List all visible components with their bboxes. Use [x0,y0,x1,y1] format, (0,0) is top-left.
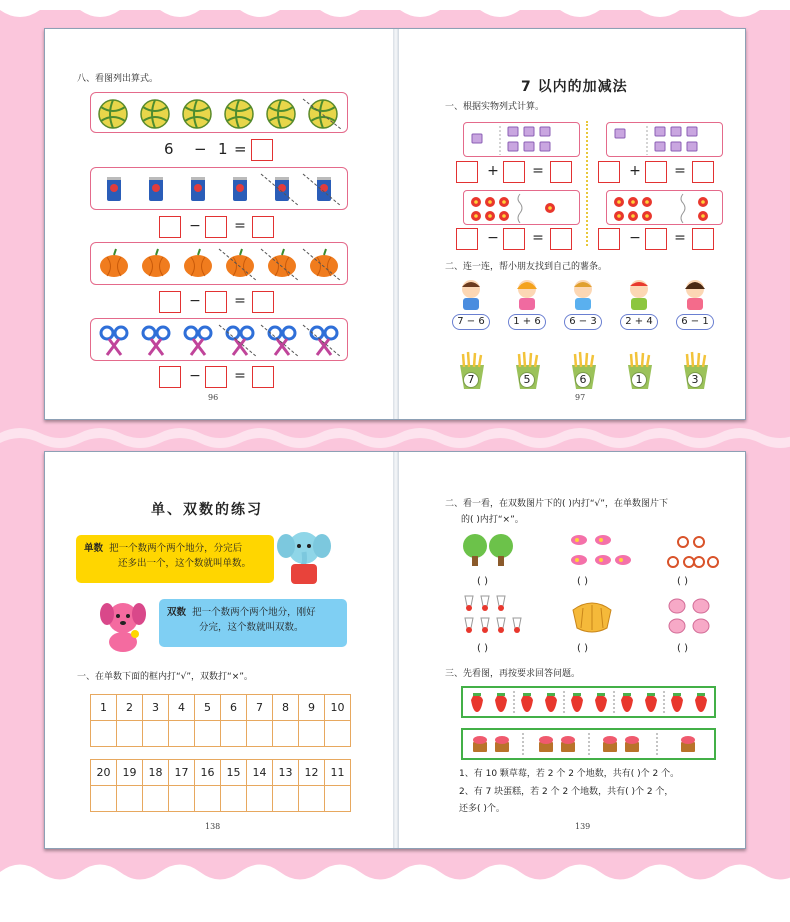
answer-box[interactable] [598,228,620,250]
answer-cell[interactable] [299,721,325,747]
number-cell: 11 [325,760,351,786]
answer-cell[interactable] [195,786,221,812]
question-1: 1、有 10 颗草莓，若 2 个 2 个地数，共有( )个 2 个。 [459,769,680,779]
answer-box[interactable] [159,366,181,388]
answer-cell[interactable] [143,721,169,747]
drink-can-icon [107,177,121,201]
answer-box[interactable] [645,161,667,183]
equation-1-a: 6 [164,140,174,158]
minus-sign: − [189,293,201,309]
number-cell: 17 [169,760,195,786]
bottom-book-spread [44,451,746,849]
scissors-icon [101,327,127,355]
answer-cell[interactable] [273,786,299,812]
top-book-spread [44,28,746,420]
number-cell: 2 [117,695,143,721]
answer-box[interactable] [252,366,274,388]
volleyball-icon [99,100,127,128]
answer-paren[interactable]: ( ) [577,576,588,587]
answer-box[interactable] [503,161,525,183]
answer-box[interactable] [456,228,478,250]
equation-1-eq: = [234,140,247,158]
scissors-icons [91,319,349,362]
equals-sign: = [532,163,544,179]
answer-box[interactable] [159,291,181,313]
odd-even-section-heading: 一、在单数下面的框内打“√”，双数打“×”。 [77,672,253,682]
minus-sign: − [629,230,641,246]
number-row [91,695,351,721]
answer-cell[interactable] [299,786,325,812]
odd-even-table-2 [90,759,351,812]
number-cell: 16 [195,760,221,786]
number-cell: 20 [91,760,117,786]
strawberry-icons [463,688,714,716]
exercise-8-heading: 八、看图列出算式。 [77,74,159,84]
answer-cell[interactable] [325,786,351,812]
minus-sign: − [189,368,201,384]
equals-sign: = [234,218,246,234]
answer-cell[interactable] [117,721,143,747]
odd-definition-box [76,535,274,583]
answer-box[interactable] [456,161,478,183]
teapot-icon [665,594,717,638]
answer-cell[interactable] [221,786,247,812]
even-def-line2: 分完，这个数就叫双数。 [199,622,304,633]
section-1-heading: 一、根据实物列式计算。 [445,102,545,112]
child-icon [462,280,480,310]
expression-pill-1[interactable]: 7 − 6 [452,314,490,330]
fries-number-4[interactable]: 1 [631,372,647,388]
answer-cell[interactable] [169,786,195,812]
number-cell: 10 [325,695,351,721]
number-cell: 15 [221,760,247,786]
number-cell: 3 [143,695,169,721]
middle-wave-band [0,423,790,453]
section-3-heading: 三、先看图，再按要求回答问题。 [445,669,581,679]
cake-icons [463,730,714,758]
answer-cell[interactable] [247,786,273,812]
even-def-line1: 把一个数两个两个地分，刚好 [192,607,316,618]
flower-icons [607,191,724,226]
answer-box[interactable] [598,161,620,183]
equation-1-b: 1 [218,140,228,158]
page-title-addition: 7 以内的加减法 [521,79,628,95]
equals-sign: = [234,368,246,384]
number-cell: 9 [299,695,325,721]
answer-cell[interactable] [221,721,247,747]
cup-icon [615,129,625,138]
book-spine [393,29,399,419]
number-row [91,760,351,786]
answer-cell[interactable] [325,721,351,747]
strawberry-frame [461,686,716,718]
equation-1-op: − [194,140,207,158]
cup-icon [472,134,482,143]
page-number-97: 97 [575,393,586,402]
answer-box[interactable] [692,161,714,183]
children-row [450,277,740,313]
volleyball-row [90,92,348,133]
number-cell: 19 [117,760,143,786]
expression-pill-3[interactable]: 6 − 3 [564,314,602,330]
number-cell: 1 [91,695,117,721]
bottom-wave-band [0,852,790,922]
page-title-odd-even: 单、双数的练习 [151,502,263,518]
tree-icon [459,532,519,568]
flower-icons [464,191,581,226]
answer-box[interactable] [645,228,667,250]
number-cell: 14 [247,760,273,786]
plus-sign: + [629,163,641,179]
even-definition-box [159,599,347,647]
odd-even-table-1 [90,694,351,747]
drink-can-row [90,167,348,210]
page-number-96: 96 [208,393,219,402]
section-2-line1: 二、看一看，在双数图片下的( )内打“√”，在单数图片下 [445,499,668,509]
number-cell: 8 [273,695,299,721]
answer-paren[interactable]: ( ) [477,643,488,654]
section-2-line2: 的( )内打“×”。 [461,515,524,525]
answer-cell[interactable] [169,721,195,747]
expression-pill-4[interactable]: 2 + 4 [620,314,658,330]
answer-cell[interactable] [91,786,117,812]
answer-box[interactable] [205,291,227,313]
minus-sign: − [487,230,499,246]
bread-icon [567,600,617,634]
number-cell: 7 [247,695,273,721]
section-2-heading: 二、连一连，帮小朋友找到自己的薯条。 [445,262,608,272]
answer-row [91,721,351,747]
answer-box[interactable] [692,228,714,250]
answer-box[interactable] [252,216,274,238]
answer-box[interactable] [252,291,274,313]
column-divider [586,121,588,246]
answer-box[interactable] [205,366,227,388]
pumpkin-row [90,242,348,285]
answer-paren[interactable]: ( ) [677,576,688,587]
cup-icons [464,123,581,158]
answer-paren[interactable]: ( ) [677,643,688,654]
page-number-138: 138 [205,822,221,831]
answer-row [91,786,351,812]
fries-number-3[interactable]: 6 [575,372,591,388]
elephant-icon [276,522,332,590]
bicycle-icon [665,532,721,572]
flowers-panel-left [463,190,580,225]
answer-cell[interactable] [247,721,273,747]
equals-sign: = [674,230,686,246]
answer-box[interactable] [550,161,572,183]
plus-sign: + [487,163,499,179]
minus-sign: − [189,218,201,234]
pumpkin-icons [91,243,349,286]
flowers-panel-right [606,190,723,225]
drink-can-icons [91,168,349,211]
shuttlecock-icon [459,594,523,638]
answer-paren[interactable]: ( ) [477,576,488,587]
number-cell: 5 [195,695,221,721]
fish-icon [565,532,635,572]
question-2-line1: 2、有 7 块蛋糕，若 2 个 2 个地数，共有( )个 2 个， [459,787,674,797]
even-term: 双数 [167,607,187,618]
cup-icons [607,123,724,158]
answer-paren[interactable]: ( ) [577,643,588,654]
pumpkin-icon [100,249,128,277]
strawberry-icon [471,696,483,713]
equals-sign: = [234,293,246,309]
number-cell: 13 [273,760,299,786]
number-cell: 12 [299,760,325,786]
odd-def-line1: 把一个数两个两个地分，分完后 [109,543,243,554]
answer-box[interactable] [159,216,181,238]
expression-pill-2[interactable]: 1 + 6 [508,314,546,330]
cups-panel-left [463,122,580,157]
number-cell: 6 [221,695,247,721]
puppy-icon [95,598,155,654]
answer-cell[interactable] [195,721,221,747]
odd-term: 单数 [84,543,104,554]
page-number-139: 139 [575,822,591,831]
fries-number-1[interactable]: 7 [463,372,479,388]
number-cell: 4 [169,695,195,721]
answer-cell[interactable] [143,786,169,812]
scissors-row [90,318,348,361]
number-cell: 18 [143,760,169,786]
answer-box[interactable] [251,139,273,161]
equals-sign: = [532,230,544,246]
cups-panel-right [606,122,723,157]
expression-pill-5[interactable]: 6 − 1 [676,314,714,330]
volleyball-icons [91,93,349,134]
book-spine [393,452,399,848]
answer-cell[interactable] [117,786,143,812]
cake-frame [461,728,716,760]
answer-cell[interactable] [273,721,299,747]
equals-sign: = [674,163,686,179]
fries-number-5[interactable]: 3 [687,372,703,388]
question-2-line2: 还多( )个。 [459,804,505,814]
answer-box[interactable] [550,228,572,250]
answer-box[interactable] [503,228,525,250]
answer-box[interactable] [205,216,227,238]
odd-def-line2: 还多出一个，这个数就叫单数。 [118,558,252,569]
answer-cell[interactable] [91,721,117,747]
fries-number-2[interactable]: 5 [519,372,535,388]
